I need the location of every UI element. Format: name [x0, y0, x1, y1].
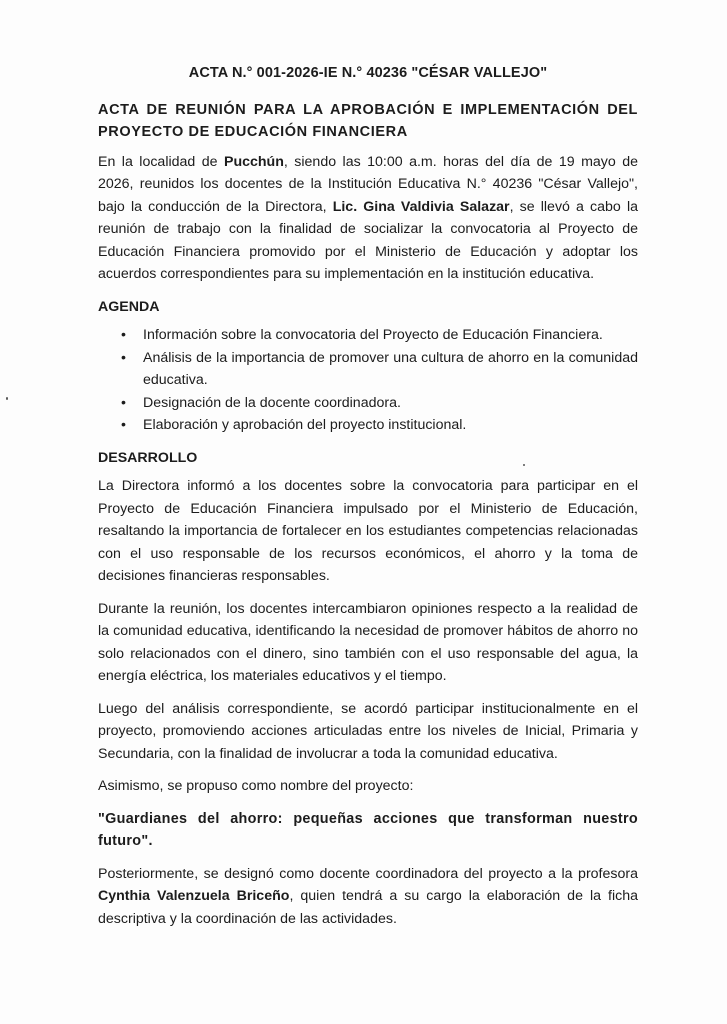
bullet-icon: • [121, 327, 126, 343]
bullet-icon: • [121, 417, 126, 433]
bullet-icon: • [121, 349, 126, 366]
document-body [98, 62, 638, 940]
intro-paragraph [98, 151, 638, 286]
agenda-list [98, 324, 638, 437]
intro-text-1: En la localidad de [98, 153, 224, 170]
paragraph-5-text-a: Posteriormente, se designó como docente coordinadora del proyecto a la profesora [98, 865, 638, 882]
paragraph-5-text-b: , quien tendrá a su cargo la elaboración de la ficha descriptiva y la coordinación de las actividades. [98, 888, 638, 927]
agenda-item [121, 324, 638, 347]
agenda-item [121, 392, 638, 415]
agenda-item [121, 414, 638, 437]
coordinator-name: Cynthia Valenzuela Briceño [98, 888, 290, 904]
agenda-item [121, 347, 638, 392]
desarrollo-heading: DESARROLLO [98, 449, 198, 466]
document-subtitle: ACTA DE REUNIÓN PARA LA APROBACIÓN E IMPLEMENTACIÓN DEL PROYECTO DE EDUCACIÓN FINANCIERA [98, 101, 638, 140]
agenda-item-text: Elaboración y aprobación del proyecto institucional. [143, 417, 467, 433]
place-name: Pucchún [223, 153, 284, 170]
intro-text-3: , se llevó a cabo la reunión de trabajo con la finalidad de socializar la convocatoria al Proyecto de Educación Financiera promovido por el Ministerio de Educación y adoptar los acuerdos correspondientes para su implementación en la institución educativa. [98, 198, 638, 282]
desarrollo-paragraph-5 [98, 863, 638, 931]
agenda-item-text: Análisis de la importancia de promover una cultura de ahorro en la comunidad educativa. [143, 349, 638, 388]
agenda-item-text: Información sobre la convocatoria del Proyecto de Educación Financiera. [143, 327, 603, 343]
agenda-heading: AGENDA [98, 298, 160, 315]
document-title: ACTA N.° 001-2026-IE N.° 40236 "CÉSAR VALLEJO" [188, 65, 548, 81]
agenda-item-text: Designación de la docente coordinadora. [143, 394, 401, 411]
intro-text-2: , siendo las 10:00 a.m. horas del día de 19 mayo de 2026, reunidos los docentes de la Institución Educativa N.° 40236 "César Vallejo", bajo la conducción de la Directora, [98, 153, 638, 215]
desarrollo-paragraph-3: Luego del análisis correspondiente, se acordó participar institucionalmente en el proyecto, promoviendo acciones articuladas entre los niveles de Inicial, Primaria y Secundaria, con la finalidad de involucrar a toda la comunidad educativa. [98, 700, 638, 762]
director-name: Lic. Gina Valdivia Salazar [332, 198, 510, 215]
scan-speck [6, 397, 8, 400]
desarrollo-paragraph-4: Asimismo, se propuso como nombre del proyecto: [98, 778, 414, 794]
bullet-icon: • [121, 394, 126, 411]
desarrollo-paragraph-1: La Directora informó a los docentes sobre la convocatoria para participar en el Proyecto de Educación Financiera impulsado por el Ministerio de Educación, resaltando la importancia de fortalecer en los estudiantes competencias relacionadas con el uso responsable de los recursos económicos, el ahorro y la toma de decisiones financieras responsables. [98, 478, 638, 584]
desarrollo-paragraph-2: Durante la reunión, los docentes intercambiaron opiniones respecto a la realidad de la comunidad educativa, identificando la necesidad de promover hábitos de ahorro no solo relacionados con el dinero, sino también con el uso responsable del agua, la energía eléctrica, los materiales educativos y el tiempo. [98, 600, 638, 684]
project-name: "Guardianes del ahorro: pequeñas acciones que transforman nuestro futuro". [98, 810, 638, 849]
